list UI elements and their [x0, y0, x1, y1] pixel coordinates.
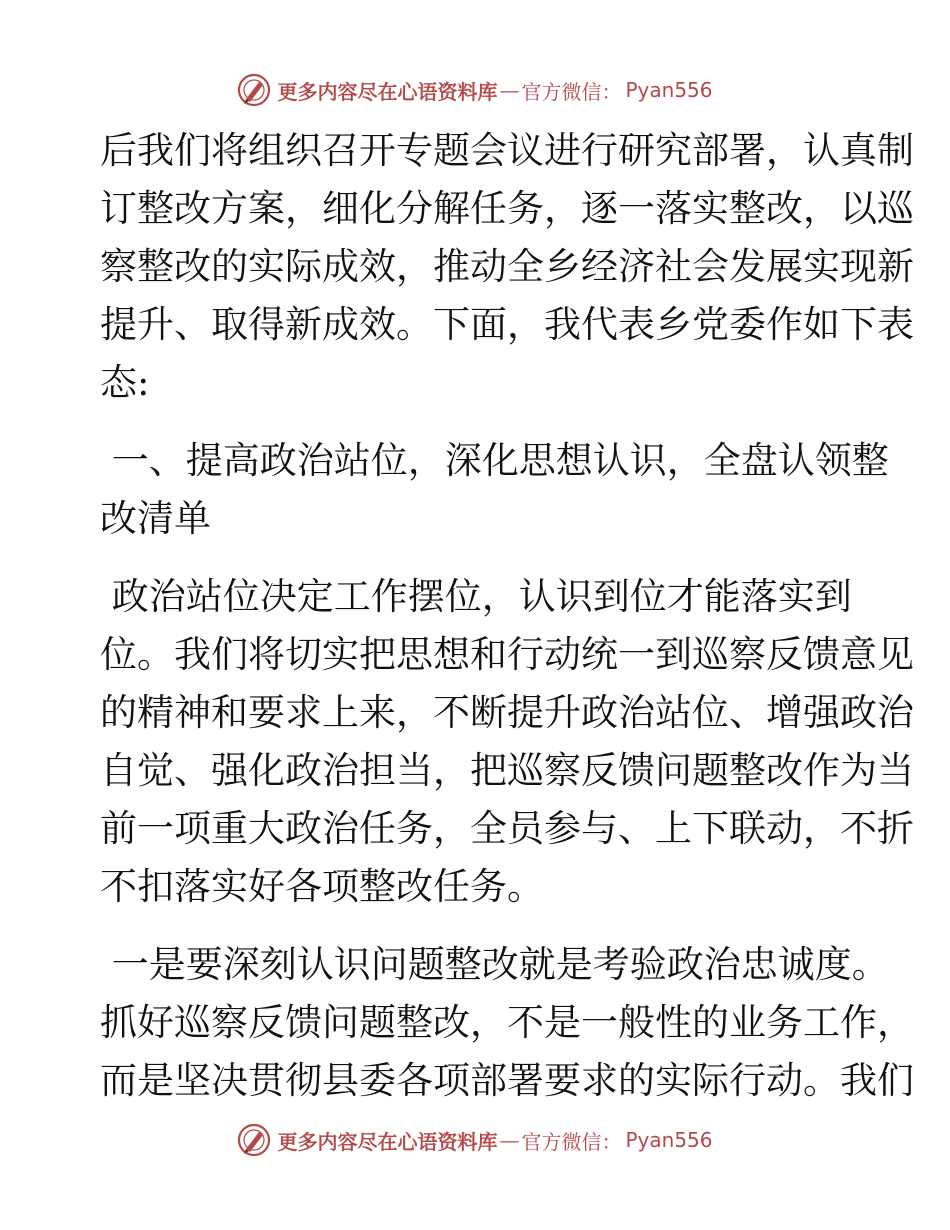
- watermark-header: [0, 70, 950, 110]
- text-line: 自觉、强化政治担当，把巡察反馈问题整改作为当: [100, 749, 914, 792]
- pen-logo-icon: [237, 1123, 271, 1157]
- watermark-title: 更多内容尽在心语资料库: [277, 1129, 498, 1154]
- text-line: 位。我们将切实把思想和行动统一到巡察反馈意见: [100, 633, 914, 676]
- paragraph: [100, 568, 914, 916]
- text-line: 政治站位决定工作摆位，认识到位才能落实到: [100, 575, 852, 618]
- watermark-label: 官方微信：: [521, 1129, 622, 1154]
- text-line: 不扣落实好各项整改任务。: [100, 865, 544, 908]
- text-line: 的精神和要求上来，不断提升政治站位、增强政治: [100, 691, 914, 734]
- watermark-footer: [0, 1120, 950, 1160]
- text-line: 提升、取得新成效。下面，我代表乡党委作如下表: [100, 303, 914, 346]
- document-body: [100, 122, 914, 1110]
- text-line: 而是坚决贯彻县委各项部署要求的实际行动。我们: [100, 1059, 914, 1102]
- text-line: 改清单: [100, 497, 211, 540]
- watermark-label: 官方微信：: [521, 79, 622, 104]
- paragraph: [100, 936, 914, 1110]
- text-line: 一、提高政治站位，深化思想认识，全盘认领整: [100, 439, 889, 482]
- watermark-separator: —: [499, 78, 520, 102]
- watermark-separator: —: [499, 1128, 520, 1152]
- watermark-id: Pyan556: [625, 78, 713, 102]
- text-line: 前一项重大政治任务，全员参与、上下联动，不折: [100, 807, 914, 850]
- text-line: 一是要深刻认识问题整改就是考验政治忠诚度。: [100, 943, 889, 986]
- pen-logo-icon: [237, 73, 271, 107]
- watermark-title: 更多内容尽在心语资料库: [277, 79, 498, 104]
- watermark-id: Pyan556: [625, 1128, 713, 1152]
- text-line: 后我们将组织召开专题会议进行研究部署，认真制: [100, 129, 914, 172]
- text-line: 抓好巡察反馈问题整改，不是一般性的业务工作，: [100, 1001, 914, 1044]
- paragraph: [100, 122, 914, 412]
- section-heading: [100, 432, 889, 548]
- text-line: 订整改方案，细化分解任务，逐一落实整改，以巡: [100, 187, 914, 230]
- text-line: 察整改的实际成效，推动全乡经济社会发展实现新: [100, 245, 914, 288]
- text-line: 态:: [100, 361, 150, 404]
